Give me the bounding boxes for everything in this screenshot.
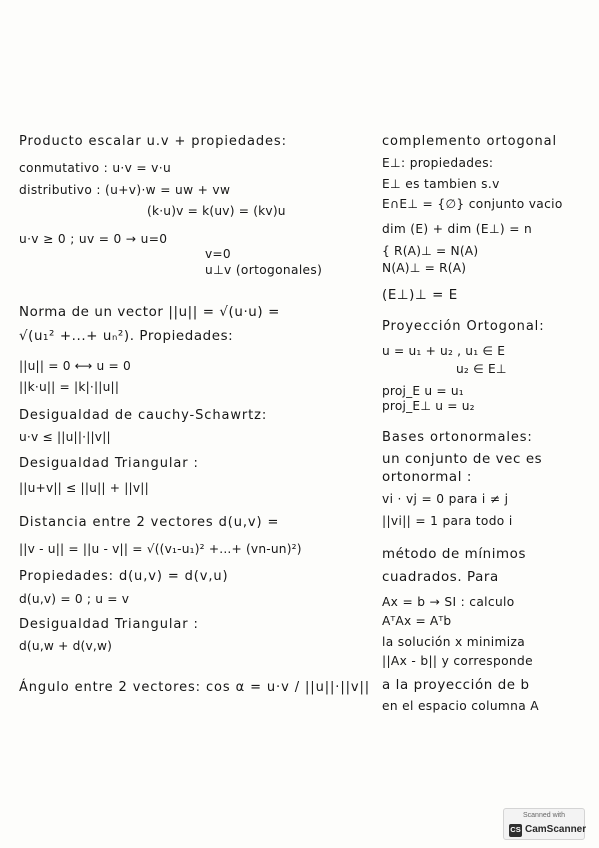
left-column-line: (k·u)v = k(uv) = (kv)u	[147, 204, 286, 218]
right-column-line: Proyección Ortogonal:	[382, 319, 545, 334]
right-column-line: dim (E) + dim (E⊥) = n	[382, 222, 533, 236]
right-column-line: E∩E⊥ = {∅} conjunto vacio	[382, 197, 563, 211]
right-column-line: E⊥ es tambien s.v	[382, 177, 500, 191]
left-column-line: conmutativo : u·v = v·u	[19, 161, 172, 175]
left-column-line: ||u+v|| ≤ ||u|| + ||v||	[19, 481, 149, 495]
right-column-line: Bases ortonormales:	[382, 430, 533, 445]
left-column-line: ||k·u|| = |k|·||u||	[19, 380, 120, 394]
right-column-line: proj_E u = u₁	[382, 384, 464, 398]
left-column-line: d(u,w + d(v,w)	[19, 639, 113, 653]
right-column-line: la solución x minimiza	[382, 635, 526, 649]
left-column-line: Producto escalar u.v + propiedades:	[19, 134, 287, 149]
right-column-line: ||vi|| = 1 para todo i	[382, 514, 513, 528]
left-column-line: Desigualdad Triangular :	[19, 617, 199, 632]
right-column-line: ortonormal :	[382, 470, 473, 485]
right-column-line: u₂ ∈ E⊥	[456, 362, 507, 376]
right-column-line: un conjunto de vec es	[382, 452, 543, 467]
left-column-line: v=0	[205, 247, 231, 261]
right-column-line: proj_E⊥ u = u₂	[382, 399, 475, 413]
left-column-line: Ángulo entre 2 vectores: cos α = u·v / ||u||·||v||	[19, 680, 371, 695]
right-column-line: método de mínimos	[382, 547, 527, 562]
left-column-line: Distancia entre 2 vectores d(u,v) =	[19, 515, 280, 530]
right-column-line: ||Ax - b|| y corresponde	[382, 654, 533, 668]
left-column-line: Desigualdad de cauchy-Schawrtz:	[19, 408, 268, 423]
left-column-line: u·v ≤ ||u||·||v||	[19, 430, 111, 444]
right-column-line: { R(A)⊥ = N(A)	[382, 244, 479, 258]
right-column-line: Ax = b → SI : calculo	[382, 595, 515, 609]
right-column-line: a la proyección de b	[382, 678, 530, 693]
left-column-line: distributivo : (u+v)·w = uw + vw	[19, 183, 231, 197]
right-column-line: u = u₁ + u₂ , u₁ ∈ E	[382, 344, 506, 358]
left-column-line: u·v ≥ 0 ; uv = 0 → u=0	[19, 232, 168, 246]
left-column-line: Propiedades: d(u,v) = d(v,u)	[19, 569, 229, 584]
left-column-line: Norma de un vector ||u|| = √(u·u) =	[19, 305, 280, 320]
right-column-line: N(A)⊥ = R(A)	[382, 261, 467, 275]
left-column-line: Desigualdad Triangular :	[19, 456, 199, 471]
right-column-line: complemento ortogonal	[382, 134, 557, 149]
left-column-line: ||u|| = 0 ⟷ u = 0	[19, 359, 131, 373]
right-column-line: vi · vj = 0 para i ≠ j	[382, 492, 509, 506]
left-column-line: ||v - u|| = ||u - v|| = √((v₁-u₁)² +...+ (vn-un)²)	[19, 542, 302, 556]
left-column-line: d(u,v) = 0 ; u = v	[19, 592, 130, 606]
camscanner-logo-icon	[509, 824, 522, 837]
left-column-line: √(u₁² +...+ uₙ²). Propiedades:	[19, 329, 234, 344]
camscanner-app-name: CamScanner	[525, 824, 587, 835]
left-column-line: u⊥v (ortogonales)	[205, 263, 323, 277]
camscanner-logo-text: CS	[510, 825, 521, 834]
right-column-line: (E⊥)⊥ = E	[382, 288, 458, 303]
right-column-line: cuadrados. Para	[382, 570, 499, 585]
right-column-line: E⊥: propiedades:	[382, 156, 494, 170]
camscanner-watermark	[503, 808, 585, 840]
scanned-with-label: Scanned with	[522, 812, 566, 819]
right-column-line: AᵀAx = Aᵀb	[382, 614, 452, 628]
right-column-line: en el espacio columna A	[382, 699, 539, 713]
